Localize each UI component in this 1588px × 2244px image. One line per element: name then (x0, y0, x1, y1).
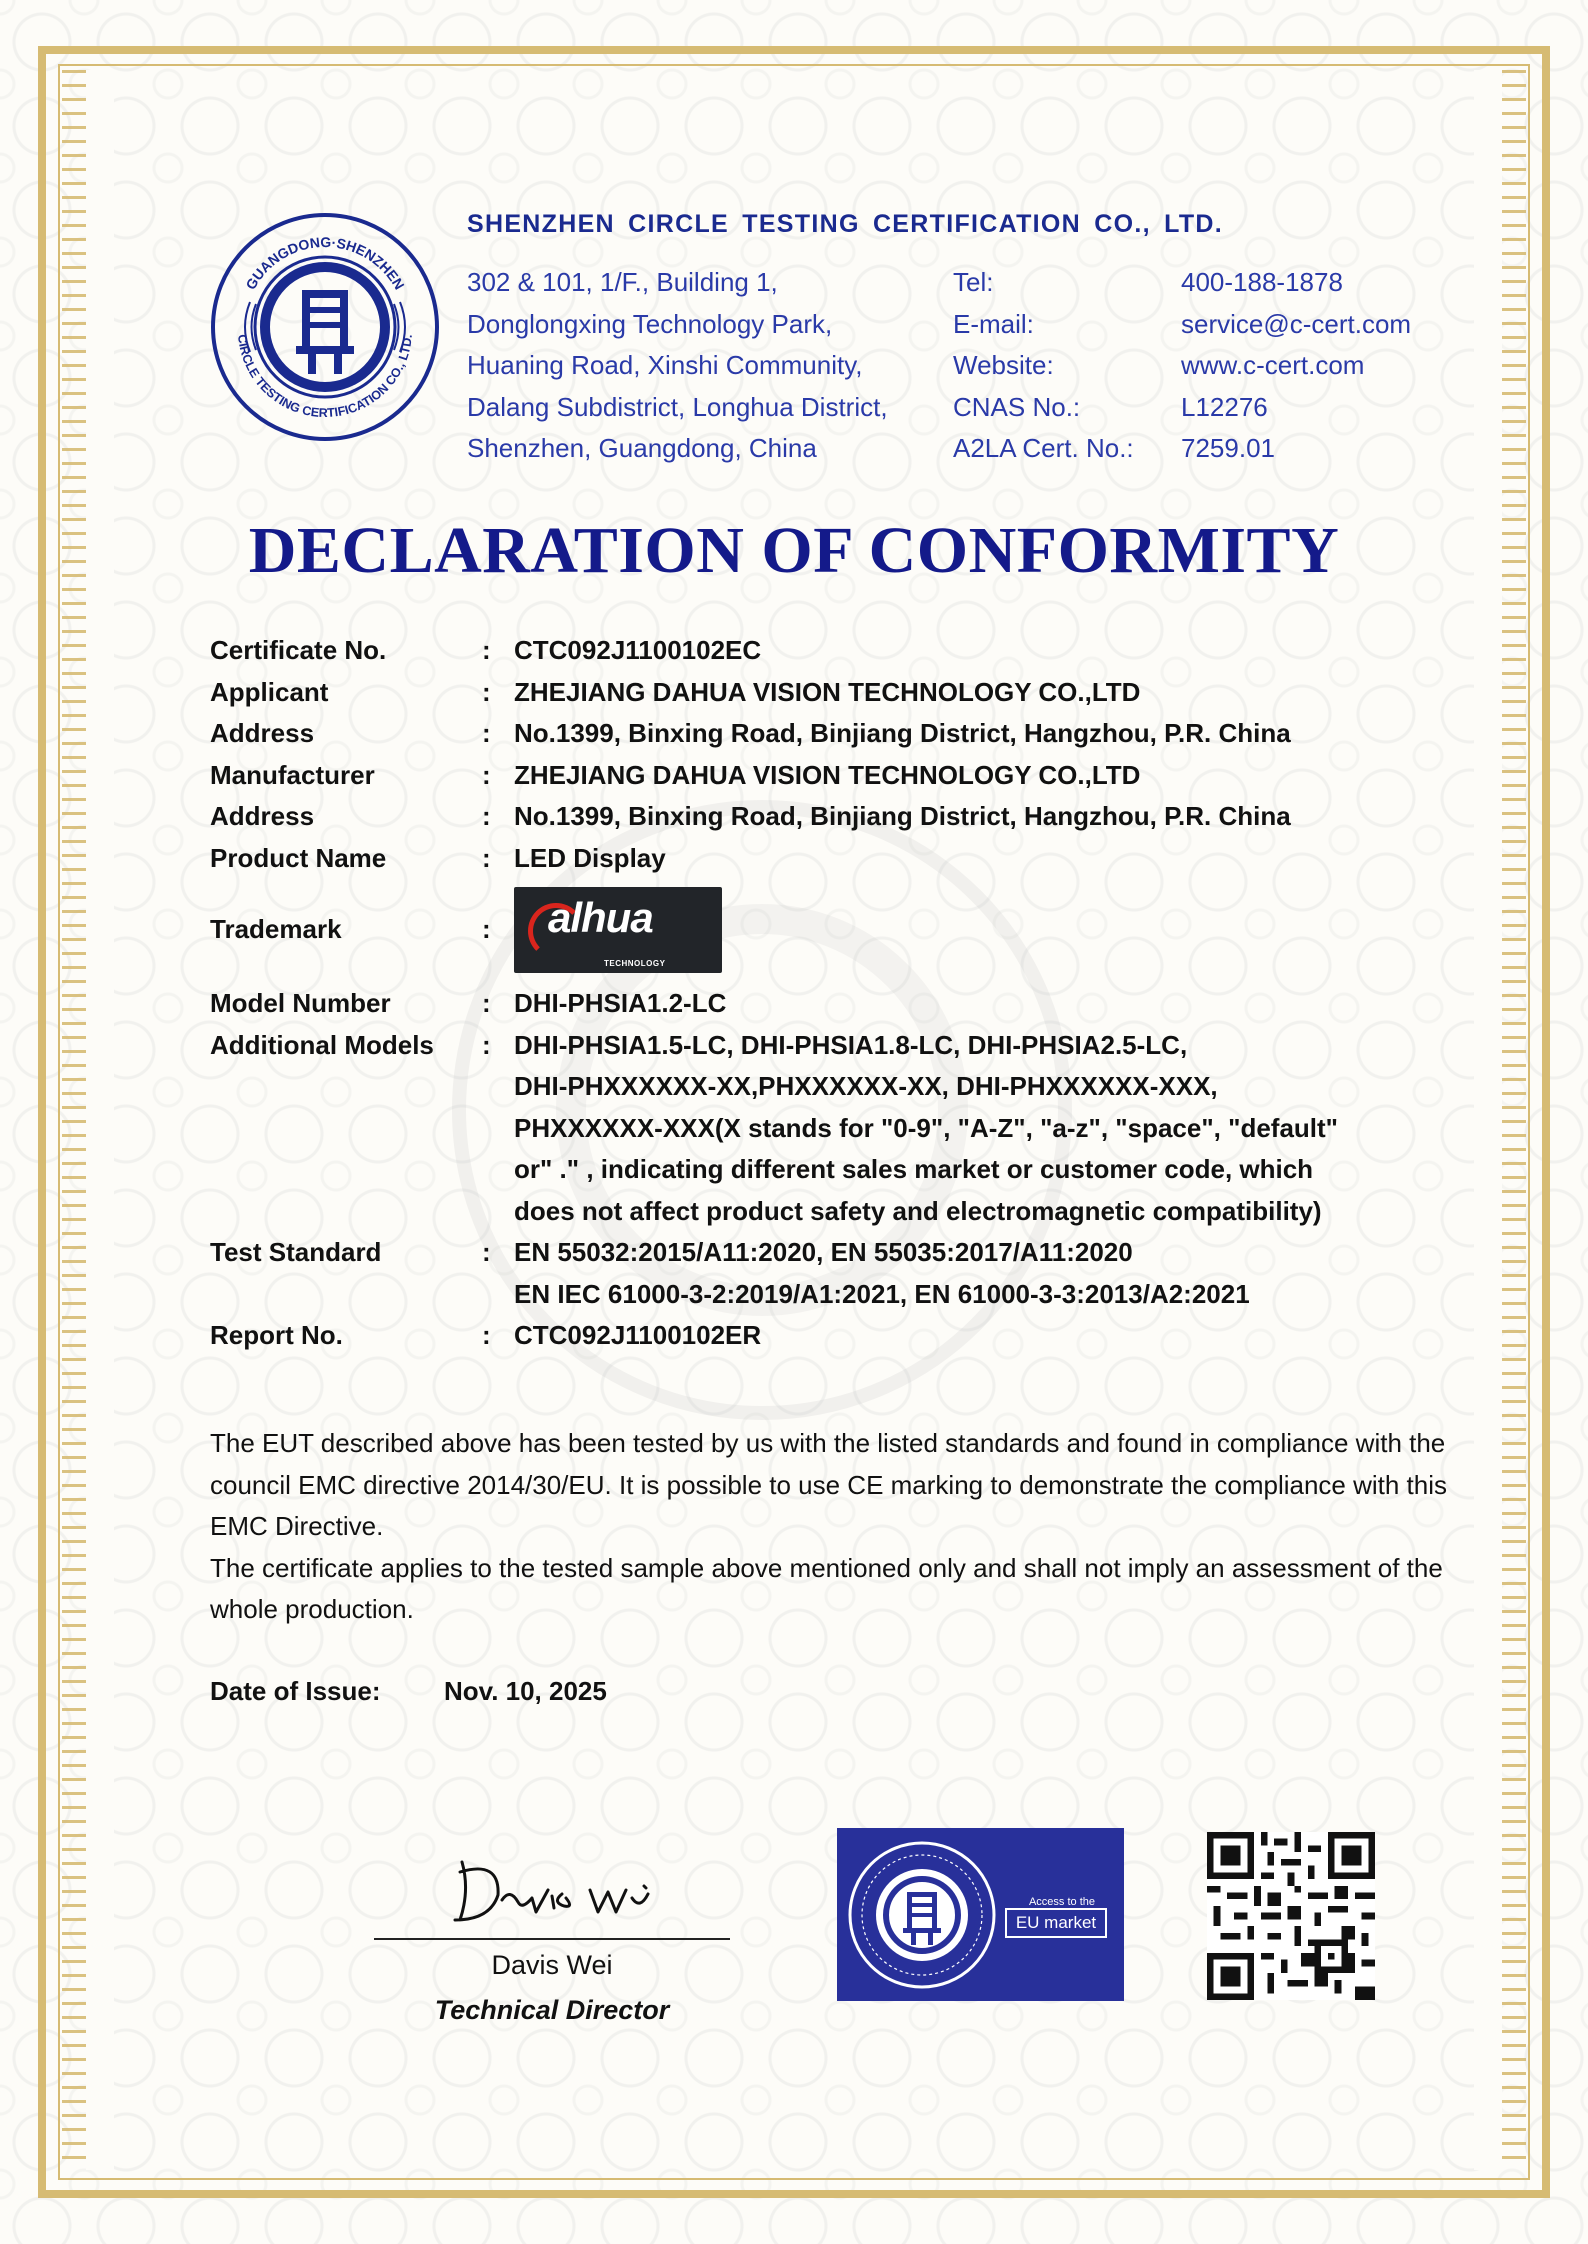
model-line: or" ." , indicating different sales market or customer code, which (514, 1154, 1314, 1184)
trademark-logo (514, 887, 722, 973)
certificate-fields (210, 630, 1450, 1357)
field-label: Test Standard (210, 1237, 382, 1267)
trademark-logo-text: alhua (548, 894, 653, 941)
eu-access-text: Access to the (1028, 1896, 1096, 1908)
model-line: DHI-PHXXXXXX-XX,PHXXXXXX-XX, DHI-PHXXXXXX-XXX, (514, 1071, 1218, 1101)
compliance-statement (210, 1423, 1450, 1631)
contact-website (953, 345, 1411, 387)
field-value: ZHEJIANG DAHUA VISION TECHNOLOGY CO.,LTD (514, 676, 1141, 707)
contact-value: 400-188-1878 (1181, 267, 1343, 297)
contact-value: service@c-cert.com (1181, 308, 1412, 339)
field-colon: : (482, 759, 491, 790)
standard-line: EN 55032:2015/A11:2020, EN 55035:2017/A11:2020 (514, 1237, 1133, 1267)
field-colon: : (482, 842, 491, 873)
contact-tel (953, 262, 1411, 304)
field-value: No.1399, Binxing Road, Binjiang District, Hangzhou, P.R. China (514, 801, 1291, 831)
model-line: PHXXXXXX-XXX(X stands for "0-9", "A-Z", "a-z", "space", "default" (514, 1112, 1339, 1143)
signatory-title: Technical Director (434, 1995, 670, 2025)
field-colon: : (482, 988, 491, 1018)
statement-paragraph: The EUT described above has been tested by us with the listed standards and found in compliance with the council EMC directive 2014/30/EU. It is possible to use CE marking to demonstrate the compliance with this EMC Directive. (210, 1428, 1448, 1541)
contact-value: L12276 (1181, 391, 1268, 422)
company-seal-icon (210, 212, 440, 442)
field-model-number (210, 983, 1450, 1025)
field-colon: : (482, 1320, 491, 1350)
field-label: Additional Models (210, 1029, 434, 1060)
field-value (514, 1232, 1450, 1315)
field-test-standard (210, 1232, 1450, 1315)
field-colon: : (482, 1029, 491, 1060)
eu-market-text: EU market (1005, 1908, 1107, 1938)
logo-text-bottom: CIRCLE TESTING CERTIFICATION CO., LTD. (235, 333, 415, 421)
field-label: Manufacturer (210, 759, 375, 790)
field-value: ZHEJIANG DAHUA VISION TECHNOLOGY CO.,LTD (514, 759, 1141, 790)
logo-text-top: GUANGDONG·SHENZHEN (242, 233, 408, 293)
field-value: LED Display (514, 842, 666, 873)
field-value: DHI-PHSIA1.2-LC (514, 988, 727, 1018)
field-value (514, 1025, 1450, 1233)
standard-line: EN IEC 61000-3-2:2019/A1:2021, EN 61000-3-3:2013/A2:2021 (514, 1278, 1250, 1309)
field-value: CTC092J1100102EC (514, 635, 762, 665)
statement-paragraph: The certificate applies to the tested sample above mentioned only and shall not imply an assessment of the whole production. (210, 1552, 1443, 1624)
model-line: DHI-PHSIA1.5-LC, DHI-PHSIA1.8-LC, DHI-PHSIA2.5-LC, (514, 1029, 1188, 1060)
field-label: Address (210, 801, 315, 831)
address-line: 302 & 101, 1/F., Building 1, (467, 267, 778, 297)
contact-label: A2LA Cert. No.: (953, 433, 1134, 463)
address-line: Huaning Road, Xinshi Community, (467, 350, 863, 380)
company-contacts (953, 262, 1411, 470)
field-product-name (210, 838, 1450, 880)
document-title: DECLARATION OF CONFORMITY (248, 514, 1340, 587)
address-line: Shenzhen, Guangdong, China (467, 433, 817, 463)
field-report-no (210, 1315, 1450, 1357)
contact-label: CNAS No.: (953, 391, 1081, 422)
contact-label: Tel: (953, 267, 994, 297)
field-trademark (210, 887, 1450, 973)
field-label: Trademark (210, 914, 342, 945)
field-manufacturer (210, 755, 1450, 797)
field-additional-models (210, 1025, 1450, 1233)
contact-a2la (953, 428, 1411, 470)
field-colon: : (482, 1237, 491, 1267)
contact-cnas (953, 387, 1411, 429)
model-line: does not affect product safety and electromagnetic compatibility) (514, 1195, 1322, 1226)
contact-label: Website: (953, 350, 1054, 380)
qr-code-icon (1207, 1832, 1375, 2000)
field-value: No.1399, Binxing Road, Binjiang District, Hangzhou, P.R. China (514, 718, 1291, 748)
contact-email (953, 304, 1411, 346)
field-colon: : (482, 635, 491, 665)
company-address (467, 262, 888, 470)
signatory-name: Davis Wei (491, 1950, 613, 1980)
trademark-logo-subtext: TECHNOLOGY (604, 959, 666, 968)
field-colon: : (482, 801, 491, 831)
field-label: Report No. (210, 1320, 343, 1350)
badge-seal-icon (847, 1840, 997, 1990)
field-label: Certificate No. (210, 635, 387, 665)
signature-icon (440, 1850, 670, 1930)
address-line: Donglongxing Technology Park, (467, 308, 833, 339)
contact-value: 7259.01 (1181, 433, 1275, 463)
issue-value: Nov. 10, 2025 (444, 1676, 607, 1706)
field-label: Address (210, 718, 315, 748)
field-certificate-no (210, 630, 1450, 672)
field-label: Applicant (210, 676, 329, 707)
date-of-issue (210, 1676, 607, 1707)
field-manufacturer-address (210, 796, 1450, 838)
field-colon: : (482, 914, 491, 945)
contact-value: www.c-cert.com (1181, 350, 1365, 380)
field-value: CTC092J1100102ER (514, 1320, 762, 1350)
contact-label: E-mail: (953, 308, 1034, 339)
field-value (514, 887, 1450, 973)
issue-label: Date of Issue: (210, 1676, 381, 1706)
field-colon: : (482, 718, 491, 748)
company-name: SHENZHEN CIRCLE TESTING CERTIFICATION CO., LTD. (467, 210, 1223, 238)
field-colon: : (482, 676, 491, 707)
field-applicant-address (210, 713, 1450, 755)
signature-line (374, 1938, 730, 1940)
field-label: Product Name (210, 842, 387, 873)
field-label: Model Number (210, 988, 391, 1018)
address-line: Dalang Subdistrict, Longhua District, (467, 391, 888, 422)
field-applicant (210, 672, 1450, 714)
